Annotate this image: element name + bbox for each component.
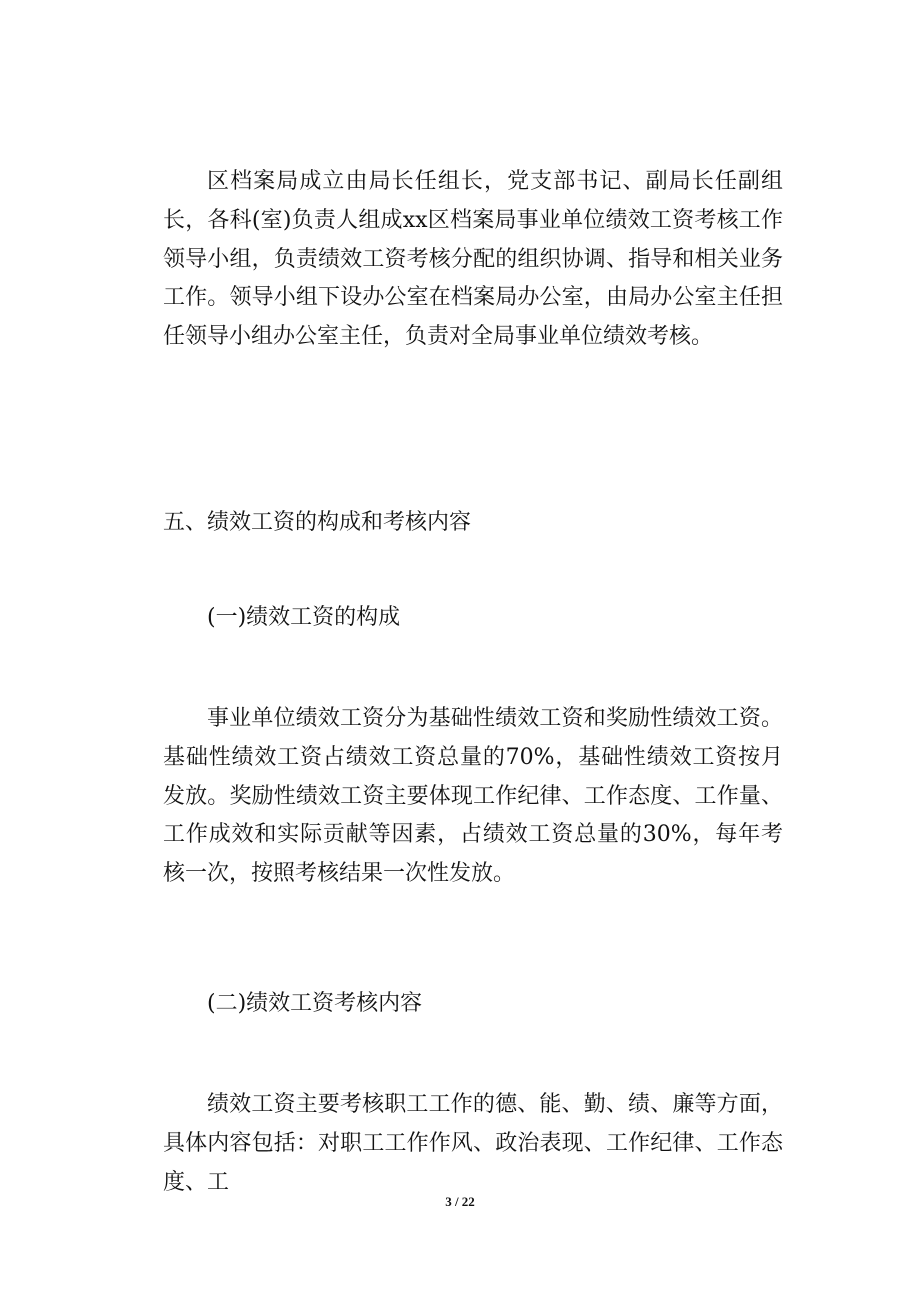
paragraph-leadership-group: 区档案局成立由局长任组长，党支部书记、副局长任副组长，各科(室)负责人组成xx区档案局事业单位绩效工资考核工作领导小组，负责绩效工资考核分配的组织协调、指导和相关业务工作。领导小组下设办公室在档案局办公室，由局办公室主任担任领导小组办公室主任，负责对全局事业单位绩效考核。 xyxy=(163,169,783,350)
subheading-assessment-content: (二)绩效工资考核内容 xyxy=(207,991,423,1016)
paragraph-assessment-content: 绩效工资主要考核职工工作的德、能、勤、绩、廉等方面，具体内容包括：对职工工作作风、政治表现、工作纪律、工作态度、工 xyxy=(163,1092,783,1195)
paragraph-composition: 事业单位绩效工资分为基础性绩效工资和奖励性绩效工资。基础性绩效工资占绩效工资总量的70%，基础性绩效工资按月发放。奖励性绩效工资主要体现工作纪律、工作态度、工作量、工作成效和实际贡献等因素，占绩效工资总量的30%，每年考核一次，按照考核结果一次性发放。 xyxy=(163,706,783,887)
subheading-composition: (一)绩效工资的构成 xyxy=(207,605,401,630)
section-heading: 五、绩效工资的构成和考核内容 xyxy=(163,510,472,535)
page-number: 3 / 22 xyxy=(445,1194,475,1209)
